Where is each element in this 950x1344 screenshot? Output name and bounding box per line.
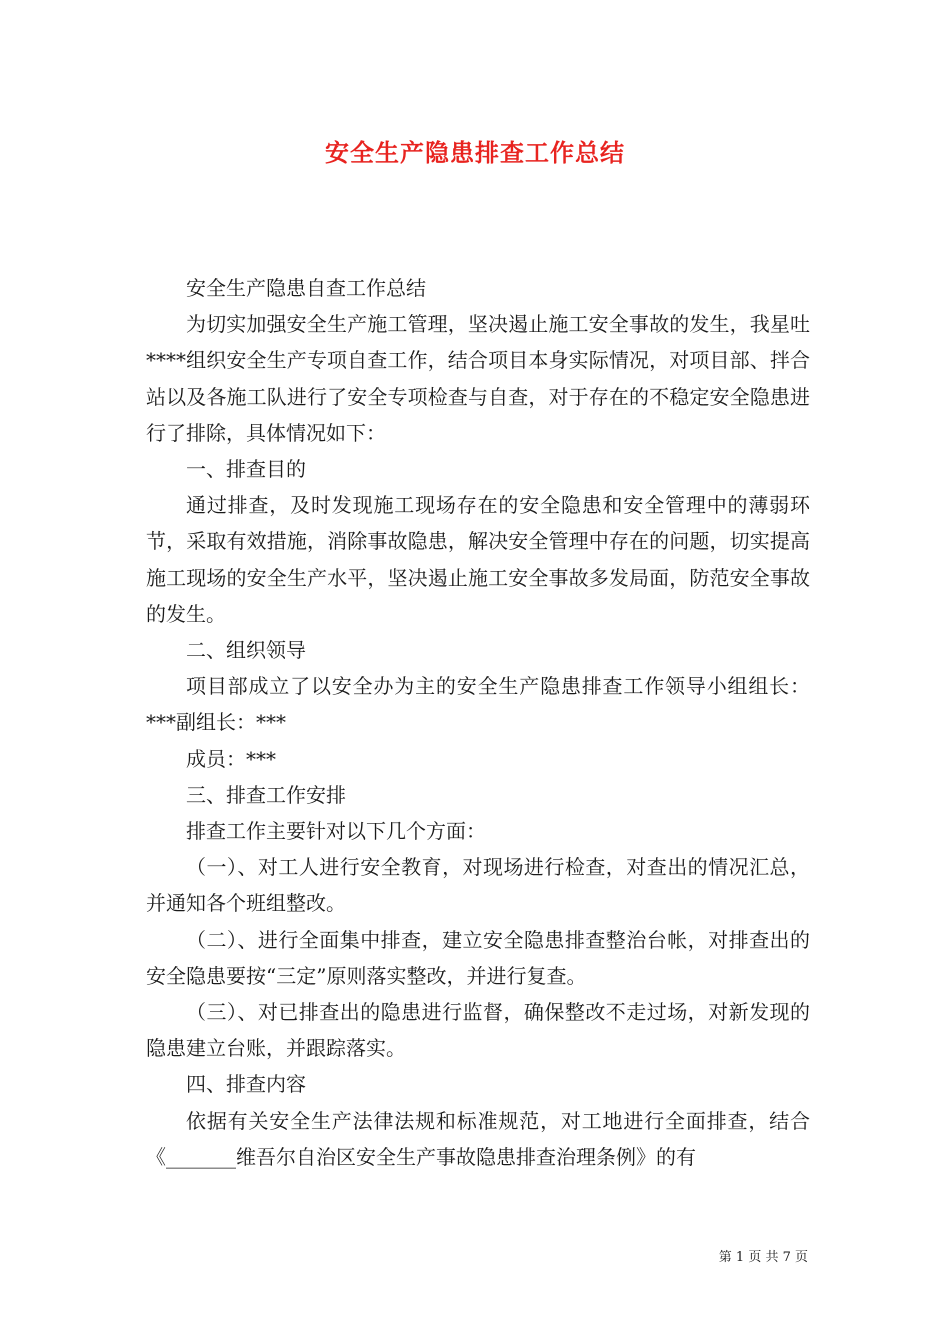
section-heading-purpose: 一、排查目的 bbox=[186, 457, 306, 482]
arrangement-intro-paragraph: 排查工作主要针对以下几个方面： bbox=[186, 819, 486, 844]
document-title: 安全生产隐患排查工作总结 bbox=[325, 138, 625, 167]
page-number: 第 1 页 共 7 页 bbox=[718, 1250, 808, 1265]
leadership-paragraph: 项目部成立了以安全办为主的安全生产隐患排查工作领导小组组长：***副组长：*** bbox=[146, 674, 810, 735]
arrangement-item-1: （一）、对工人进行安全教育，对现场进行检查，对查出的情况汇总，并通知各个班组整改。 bbox=[146, 855, 810, 916]
purpose-paragraph: 通过排查，及时发现施工现场存在的安全隐患和安全管理中的薄弱环节，采取有效措施，消除事故隐患，解决安全管理中存在的问题，切实提高施工现场的安全生产水平，坚决遏止施工安全事故多发局面，防范安全事故的发生。 bbox=[146, 493, 810, 626]
section-heading-content: 四、排查内容 bbox=[186, 1072, 306, 1097]
section-heading-leadership: 二、组织领导 bbox=[186, 638, 306, 663]
intro-paragraph: 为切实加强安全生产施工管理，坚决遏止施工安全事故的发生，我星吐****组织安全生产专项自查工作，结合项目本身实际情况，对项目部、拌合站以及各施工队进行了安全专项检查与自查，对于存在的不稳定安全隐患进行了排除，具体情况如下： bbox=[146, 312, 810, 445]
subtitle-paragraph: 安全生产隐患自查工作总结 bbox=[186, 276, 426, 300]
arrangement-item-2: （二）、进行全面集中排查，建立安全隐患排查整治台帐，对排查出的安全隐患要按“三定”原则落实整改，并进行复查。 bbox=[146, 927, 810, 988]
members-paragraph: 成员：*** bbox=[186, 746, 276, 771]
section-heading-arrangement: 三、排查工作安排 bbox=[186, 782, 346, 807]
arrangement-item-3: （三）、对已排查出的隐患进行监督，确保整改不走过场，对新发现的隐患建立台账，并跟踪落实。 bbox=[146, 1000, 810, 1061]
document-body bbox=[146, 270, 810, 1175]
content-paragraph: 依据有关安全生产法律法规和标准规范，对工地进行全面排查，结合《_______维吾尔自治区安全生产事故隐患排查治理条例》的有 bbox=[146, 1108, 810, 1169]
